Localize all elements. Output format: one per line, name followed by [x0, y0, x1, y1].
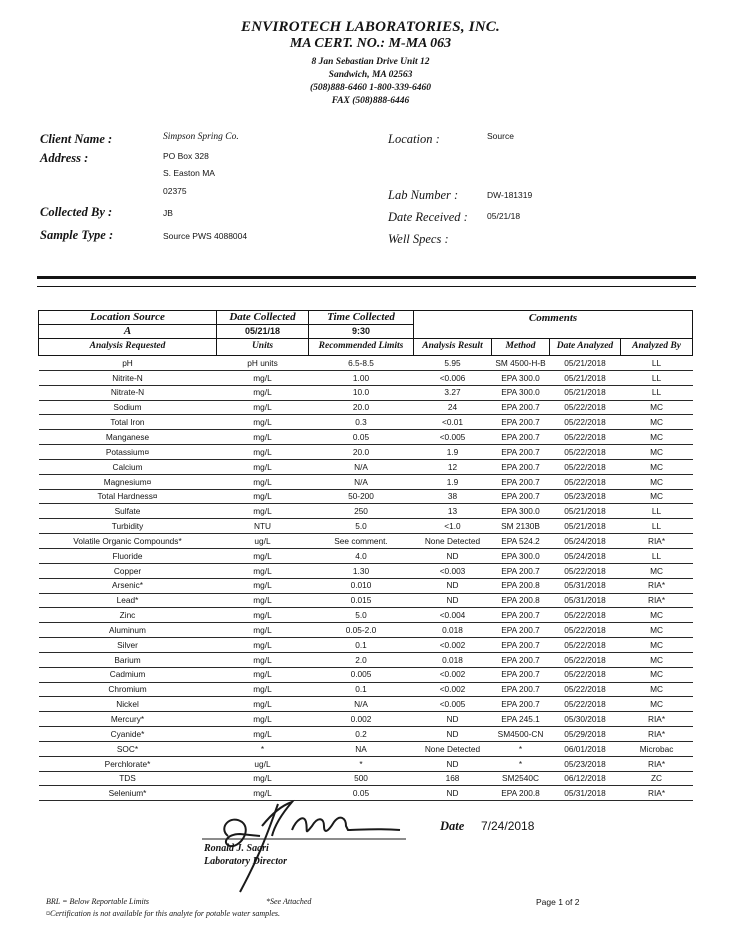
time-collected-value: 9:30	[309, 325, 414, 339]
cell-method: EPA 200.7	[492, 400, 550, 415]
cell-units: mg/L	[217, 652, 309, 667]
lab-address-1: 8 Jan Sebastian Drive Unit 12	[311, 57, 430, 67]
cell-result: <0.003	[414, 563, 492, 578]
table-row	[39, 682, 693, 697]
cell-analysis: Chromium	[39, 682, 217, 697]
cell-result: 168	[414, 771, 492, 786]
cell-method: *	[492, 741, 550, 756]
cell-date-analyzed: 05/22/2018	[550, 474, 621, 489]
cell-analysis: Cyanide*	[39, 727, 217, 742]
cell-units: mg/L	[217, 504, 309, 519]
cell-units: mg/L	[217, 608, 309, 623]
cell-result: <1.0	[414, 519, 492, 534]
cell-units: mg/L	[217, 727, 309, 742]
address-line-2: S. Easton MA	[163, 168, 215, 178]
cell-limits: See comment.	[309, 534, 414, 549]
cell-analysis: Barium	[39, 652, 217, 667]
cell-method: SM4500-CN	[492, 727, 550, 742]
cell-units: NTU	[217, 519, 309, 534]
cell-limits: 20.0	[309, 400, 414, 415]
signature-date-label: Date	[440, 819, 465, 833]
table-row	[39, 563, 693, 578]
cell-date-analyzed: 05/22/2018	[550, 638, 621, 653]
results-table	[38, 310, 693, 801]
cell-date-analyzed: 05/22/2018	[550, 652, 621, 667]
cell-limits: 10.0	[309, 385, 414, 400]
cell-units: mg/L	[217, 667, 309, 682]
cell-method: SM2540C	[492, 771, 550, 786]
cell-date-analyzed: 05/21/2018	[550, 519, 621, 534]
table-row	[39, 771, 693, 786]
cell-result: <0.005	[414, 430, 492, 445]
cell-limits: NA	[309, 741, 414, 756]
location-source-header: Location Source	[39, 311, 217, 325]
cell-limits: 0.2	[309, 727, 414, 742]
cell-method: EPA 200.8	[492, 578, 550, 593]
cell-method: EPA 200.7	[492, 608, 550, 623]
cell-date-analyzed: 05/22/2018	[550, 682, 621, 697]
cell-date-analyzed: 05/21/2018	[550, 356, 621, 371]
cell-method: EPA 200.7	[492, 489, 550, 504]
date-received: 05/21/18	[487, 211, 521, 221]
cell-analysis: Fluoride	[39, 548, 217, 563]
cell-method: SM 2130B	[492, 519, 550, 534]
cell-date-analyzed: 05/21/2018	[550, 385, 621, 400]
cell-method: EPA 200.7	[492, 430, 550, 445]
table-row	[39, 474, 693, 489]
col-analyzed-by: Analyzed By	[621, 339, 693, 356]
cell-method: EPA 200.7	[492, 474, 550, 489]
cell-method: SM 4500-H-B	[492, 356, 550, 371]
cell-units: ug/L	[217, 756, 309, 771]
cell-units: mg/L	[217, 489, 309, 504]
cell-limits: 5.0	[309, 608, 414, 623]
cell-limits: N/A	[309, 474, 414, 489]
cell-result: <0.002	[414, 638, 492, 653]
table-row	[39, 534, 693, 549]
cell-date-analyzed: 05/22/2018	[550, 430, 621, 445]
cell-method: EPA 200.7	[492, 459, 550, 474]
cell-method: EPA 245.1	[492, 712, 550, 727]
separator-thin	[37, 286, 696, 287]
cell-result: <0.004	[414, 608, 492, 623]
signer-title: Laboratory Director	[204, 856, 288, 867]
col-recommended-limits: Recommended Limits	[309, 339, 414, 356]
cell-analysis: Turbidity	[39, 519, 217, 534]
cell-result: None Detected	[414, 741, 492, 756]
cell-limits: 250	[309, 504, 414, 519]
cell-limits: 500	[309, 771, 414, 786]
lab-fax: FAX (508)888-6446	[331, 96, 410, 106]
cell-result: 24	[414, 400, 492, 415]
table-row	[39, 445, 693, 460]
lab-number-label: Lab Number :	[388, 188, 459, 202]
table-row	[39, 356, 693, 371]
cell-method: EPA 200.8	[492, 593, 550, 608]
cell-units: ug/L	[217, 534, 309, 549]
cell-limits: 0.002	[309, 712, 414, 727]
cell-limits: 0.1	[309, 638, 414, 653]
cell-units: mg/L	[217, 563, 309, 578]
comments-header: Comments	[414, 311, 693, 339]
cell-analyzed-by: RIA*	[621, 712, 693, 727]
cell-units: mg/L	[217, 697, 309, 712]
cell-units: mg/L	[217, 578, 309, 593]
col-units: Units	[217, 339, 309, 356]
table-row	[39, 578, 693, 593]
table-row	[39, 667, 693, 682]
cell-analysis: Total Hardness¤	[39, 489, 217, 504]
cell-limits: 1.30	[309, 563, 414, 578]
cell-analyzed-by: ZC	[621, 771, 693, 786]
table-row	[39, 741, 693, 756]
cell-method: EPA 200.7	[492, 652, 550, 667]
cell-analysis: Arsenic*	[39, 578, 217, 593]
cell-analyzed-by: MC	[621, 623, 693, 638]
page-number: Page 1 of 2	[536, 897, 580, 907]
collected-by-label: Collected By :	[40, 205, 113, 219]
table-row	[39, 608, 693, 623]
certification-note: ¤Certification is not available for this analyte for potable water samples.	[46, 909, 280, 918]
cell-units: mg/L	[217, 771, 309, 786]
cell-analysis: Cadmium	[39, 667, 217, 682]
cell-date-analyzed: 05/24/2018	[550, 548, 621, 563]
cell-analyzed-by: RIA*	[621, 534, 693, 549]
cell-analysis: Silver	[39, 638, 217, 653]
table-row	[39, 400, 693, 415]
cell-analysis: Manganese	[39, 430, 217, 445]
cell-limits: 0.005	[309, 667, 414, 682]
cell-analyzed-by: LL	[621, 548, 693, 563]
cell-units: mg/L	[217, 430, 309, 445]
cell-date-analyzed: 05/31/2018	[550, 578, 621, 593]
cell-analyzed-by: LL	[621, 519, 693, 534]
table-row	[39, 652, 693, 667]
table-row	[39, 756, 693, 771]
cell-analyzed-by: MC	[621, 445, 693, 460]
cell-result: <0.006	[414, 370, 492, 385]
cell-result: <0.002	[414, 667, 492, 682]
cell-analysis: Sodium	[39, 400, 217, 415]
cell-result: 5.95	[414, 356, 492, 371]
cell-method: EPA 200.7	[492, 682, 550, 697]
cell-analysis: Copper	[39, 563, 217, 578]
cell-method: EPA 200.7	[492, 667, 550, 682]
cell-limits: 0.015	[309, 593, 414, 608]
table-row	[39, 623, 693, 638]
cell-analyzed-by: RIA*	[621, 578, 693, 593]
date-received-label: Date Received :	[388, 210, 468, 224]
cell-result: 0.018	[414, 652, 492, 667]
cell-analyzed-by: LL	[621, 370, 693, 385]
cell-result: <0.01	[414, 415, 492, 430]
cell-method: *	[492, 756, 550, 771]
result-rows	[39, 356, 693, 801]
cell-result: ND	[414, 548, 492, 563]
cell-date-analyzed: 05/29/2018	[550, 727, 621, 742]
cell-analyzed-by: MC	[621, 608, 693, 623]
cell-analyzed-by: MC	[621, 489, 693, 504]
cell-analyzed-by: MC	[621, 474, 693, 489]
cell-units: mg/L	[217, 712, 309, 727]
column-header-row	[39, 339, 693, 356]
cell-analysis: SOC*	[39, 741, 217, 756]
cell-result: ND	[414, 712, 492, 727]
cell-date-analyzed: 05/22/2018	[550, 667, 621, 682]
table-row	[39, 638, 693, 653]
table-row	[39, 593, 693, 608]
cell-limits: *	[309, 756, 414, 771]
cell-result: None Detected	[414, 534, 492, 549]
cell-analysis: TDS	[39, 771, 217, 786]
table-row	[39, 712, 693, 727]
location-source-value: A	[39, 325, 217, 339]
cell-analyzed-by: LL	[621, 504, 693, 519]
cell-analyzed-by: MC	[621, 667, 693, 682]
cell-result: 3.27	[414, 385, 492, 400]
cell-units: mg/L	[217, 786, 309, 801]
cell-units: mg/L	[217, 400, 309, 415]
cell-analysis: Mercury*	[39, 712, 217, 727]
signature-date: 7/24/2018	[481, 819, 535, 833]
table-row	[39, 504, 693, 519]
col-analysis-requested: Analysis Requested	[39, 339, 217, 356]
cell-date-analyzed: 05/22/2018	[550, 563, 621, 578]
table-row	[39, 459, 693, 474]
cell-limits: 1.00	[309, 370, 414, 385]
cell-date-analyzed: 05/22/2018	[550, 459, 621, 474]
cell-result: 0.018	[414, 623, 492, 638]
cell-result: 1.9	[414, 474, 492, 489]
cell-analyzed-by: RIA*	[621, 786, 693, 801]
date-collected-value: 05/21/18	[217, 325, 309, 339]
cell-result: <0.002	[414, 682, 492, 697]
cell-date-analyzed: 05/22/2018	[550, 608, 621, 623]
cell-analyzed-by: MC	[621, 459, 693, 474]
cell-result: <0.005	[414, 697, 492, 712]
address-line-1: PO Box 328	[163, 151, 209, 161]
table-row	[39, 697, 693, 712]
cell-limits: 0.1	[309, 682, 414, 697]
cell-date-analyzed: 06/01/2018	[550, 741, 621, 756]
table-row	[39, 519, 693, 534]
cell-result: ND	[414, 593, 492, 608]
client-name-label: Client Name :	[40, 132, 113, 146]
time-collected-header: Time Collected	[309, 311, 414, 325]
cell-method: EPA 200.7	[492, 445, 550, 460]
cell-analyzed-by: RIA*	[621, 727, 693, 742]
cell-units: mg/L	[217, 370, 309, 385]
cell-result: 13	[414, 504, 492, 519]
cell-date-analyzed: 05/21/2018	[550, 504, 621, 519]
col-analysis-result: Analysis Result	[414, 339, 492, 356]
cell-method: EPA 200.7	[492, 638, 550, 653]
cell-date-analyzed: 05/30/2018	[550, 712, 621, 727]
cell-analysis: Volatile Organic Compounds*	[39, 534, 217, 549]
cell-date-analyzed: 06/12/2018	[550, 771, 621, 786]
cell-units: mg/L	[217, 682, 309, 697]
lab-address-2: Sandwich, MA 02563	[328, 70, 413, 80]
cell-method: EPA 200.7	[492, 623, 550, 638]
cell-date-analyzed: 05/23/2018	[550, 756, 621, 771]
cell-analysis: Potassium¤	[39, 445, 217, 460]
cell-date-analyzed: 05/31/2018	[550, 786, 621, 801]
table-row	[39, 548, 693, 563]
cell-units: mg/L	[217, 415, 309, 430]
address-line-3: 02375	[163, 186, 187, 196]
cell-result: ND	[414, 727, 492, 742]
cell-method: EPA 524.2	[492, 534, 550, 549]
address-label: Address :	[40, 151, 89, 165]
cell-units: mg/L	[217, 459, 309, 474]
cell-limits: 0.05	[309, 430, 414, 445]
cell-analyzed-by: MC	[621, 652, 693, 667]
cell-limits: 6.5-8.5	[309, 356, 414, 371]
collected-by: JB	[163, 208, 173, 218]
cell-analyzed-by: RIA*	[621, 593, 693, 608]
table-row	[39, 370, 693, 385]
cell-limits: N/A	[309, 697, 414, 712]
cell-analyzed-by: MC	[621, 697, 693, 712]
cell-limits: 0.010	[309, 578, 414, 593]
cell-result: ND	[414, 578, 492, 593]
cell-analysis: Nickel	[39, 697, 217, 712]
table-row	[39, 727, 693, 742]
cell-method: EPA 300.0	[492, 548, 550, 563]
cell-analyzed-by: RIA*	[621, 756, 693, 771]
cell-units: pH units	[217, 356, 309, 371]
signer-name: Ronald J. Saari	[204, 843, 269, 854]
client-name: Simpson Spring Co.	[163, 132, 239, 142]
cell-limits: 0.05-2.0	[309, 623, 414, 638]
cell-result: 1.9	[414, 445, 492, 460]
location: Source	[487, 131, 514, 141]
cell-analyzed-by: LL	[621, 385, 693, 400]
cell-result: 38	[414, 489, 492, 504]
cell-date-analyzed: 05/22/2018	[550, 445, 621, 460]
date-collected-header: Date Collected	[217, 311, 309, 325]
cell-method: EPA 200.7	[492, 415, 550, 430]
cell-limits: N/A	[309, 459, 414, 474]
cell-result: ND	[414, 786, 492, 801]
cell-analysis: Nitrate-N	[39, 385, 217, 400]
cell-method: EPA 300.0	[492, 385, 550, 400]
cell-units: mg/L	[217, 593, 309, 608]
sample-type: Source PWS 4088004	[163, 231, 248, 241]
cell-date-analyzed: 05/24/2018	[550, 534, 621, 549]
cell-limits: 4.0	[309, 548, 414, 563]
cell-analyzed-by: MC	[621, 638, 693, 653]
cell-limits: 2.0	[309, 652, 414, 667]
cell-units: mg/L	[217, 445, 309, 460]
cell-result: 12	[414, 459, 492, 474]
brl-note: BRL = Below Reportable Limits	[46, 897, 150, 906]
see-attached-note: *See Attached	[266, 897, 312, 906]
cell-date-analyzed: 05/22/2018	[550, 623, 621, 638]
cell-date-analyzed: 05/22/2018	[550, 400, 621, 415]
cell-method: EPA 200.8	[492, 786, 550, 801]
cell-units: mg/L	[217, 474, 309, 489]
cell-limits: 5.0	[309, 519, 414, 534]
table-row	[39, 415, 693, 430]
cell-units: mg/L	[217, 548, 309, 563]
cell-limits: 0.3	[309, 415, 414, 430]
col-method: Method	[492, 339, 550, 356]
cell-units: *	[217, 741, 309, 756]
cell-method: EPA 300.0	[492, 370, 550, 385]
cell-date-analyzed: 05/21/2018	[550, 370, 621, 385]
cell-units: mg/L	[217, 385, 309, 400]
cell-units: mg/L	[217, 638, 309, 653]
table-row	[39, 489, 693, 504]
cell-analyzed-by: Microbac	[621, 741, 693, 756]
cell-analysis: Aluminum	[39, 623, 217, 638]
col-date-analyzed: Date Analyzed	[550, 339, 621, 356]
cell-analyzed-by: MC	[621, 415, 693, 430]
cell-date-analyzed: 05/31/2018	[550, 593, 621, 608]
cell-analyzed-by: MC	[621, 563, 693, 578]
separator-thick	[37, 276, 696, 279]
well-specs-label: Well Specs :	[388, 232, 449, 246]
cell-method: EPA 200.7	[492, 563, 550, 578]
cell-date-analyzed: 05/22/2018	[550, 415, 621, 430]
cell-analyzed-by: MC	[621, 430, 693, 445]
cell-date-analyzed: 05/23/2018	[550, 489, 621, 504]
cell-analysis: Total Iron	[39, 415, 217, 430]
cell-result: ND	[414, 756, 492, 771]
cell-analysis: Zinc	[39, 608, 217, 623]
cell-analyzed-by: MC	[621, 400, 693, 415]
lab-phone: (508)888-6460 1-800-339-6460	[309, 83, 432, 93]
cell-analysis: Perchlorate*	[39, 756, 217, 771]
cell-analyzed-by: MC	[621, 682, 693, 697]
header-row-top	[39, 311, 693, 325]
cell-analysis: Calcium	[39, 459, 217, 474]
cell-limits: 20.0	[309, 445, 414, 460]
cell-date-analyzed: 05/22/2018	[550, 697, 621, 712]
table-row	[39, 385, 693, 400]
cell-method: EPA 300.0	[492, 504, 550, 519]
lab-name: ENVIROTECH LABORATORIES, INC.	[241, 19, 500, 35]
cell-method: EPA 200.7	[492, 697, 550, 712]
lab-number: DW-181319	[487, 190, 533, 200]
cell-analyzed-by: LL	[621, 356, 693, 371]
cell-analysis: pH	[39, 356, 217, 371]
cell-units: mg/L	[217, 623, 309, 638]
cell-analysis: Nitrite-N	[39, 370, 217, 385]
cell-analysis: Magnesium¤	[39, 474, 217, 489]
table-row	[39, 430, 693, 445]
cell-analysis: Selenium*	[39, 786, 217, 801]
sample-type-label: Sample Type :	[40, 228, 114, 242]
location-label: Location :	[388, 132, 440, 146]
cell-analysis: Sulfate	[39, 504, 217, 519]
lab-cert: MA CERT. NO.: M-MA 063	[289, 36, 452, 51]
cell-limits: 0.05	[309, 786, 414, 801]
cell-analysis: Lead*	[39, 593, 217, 608]
cell-limits: 50-200	[309, 489, 414, 504]
